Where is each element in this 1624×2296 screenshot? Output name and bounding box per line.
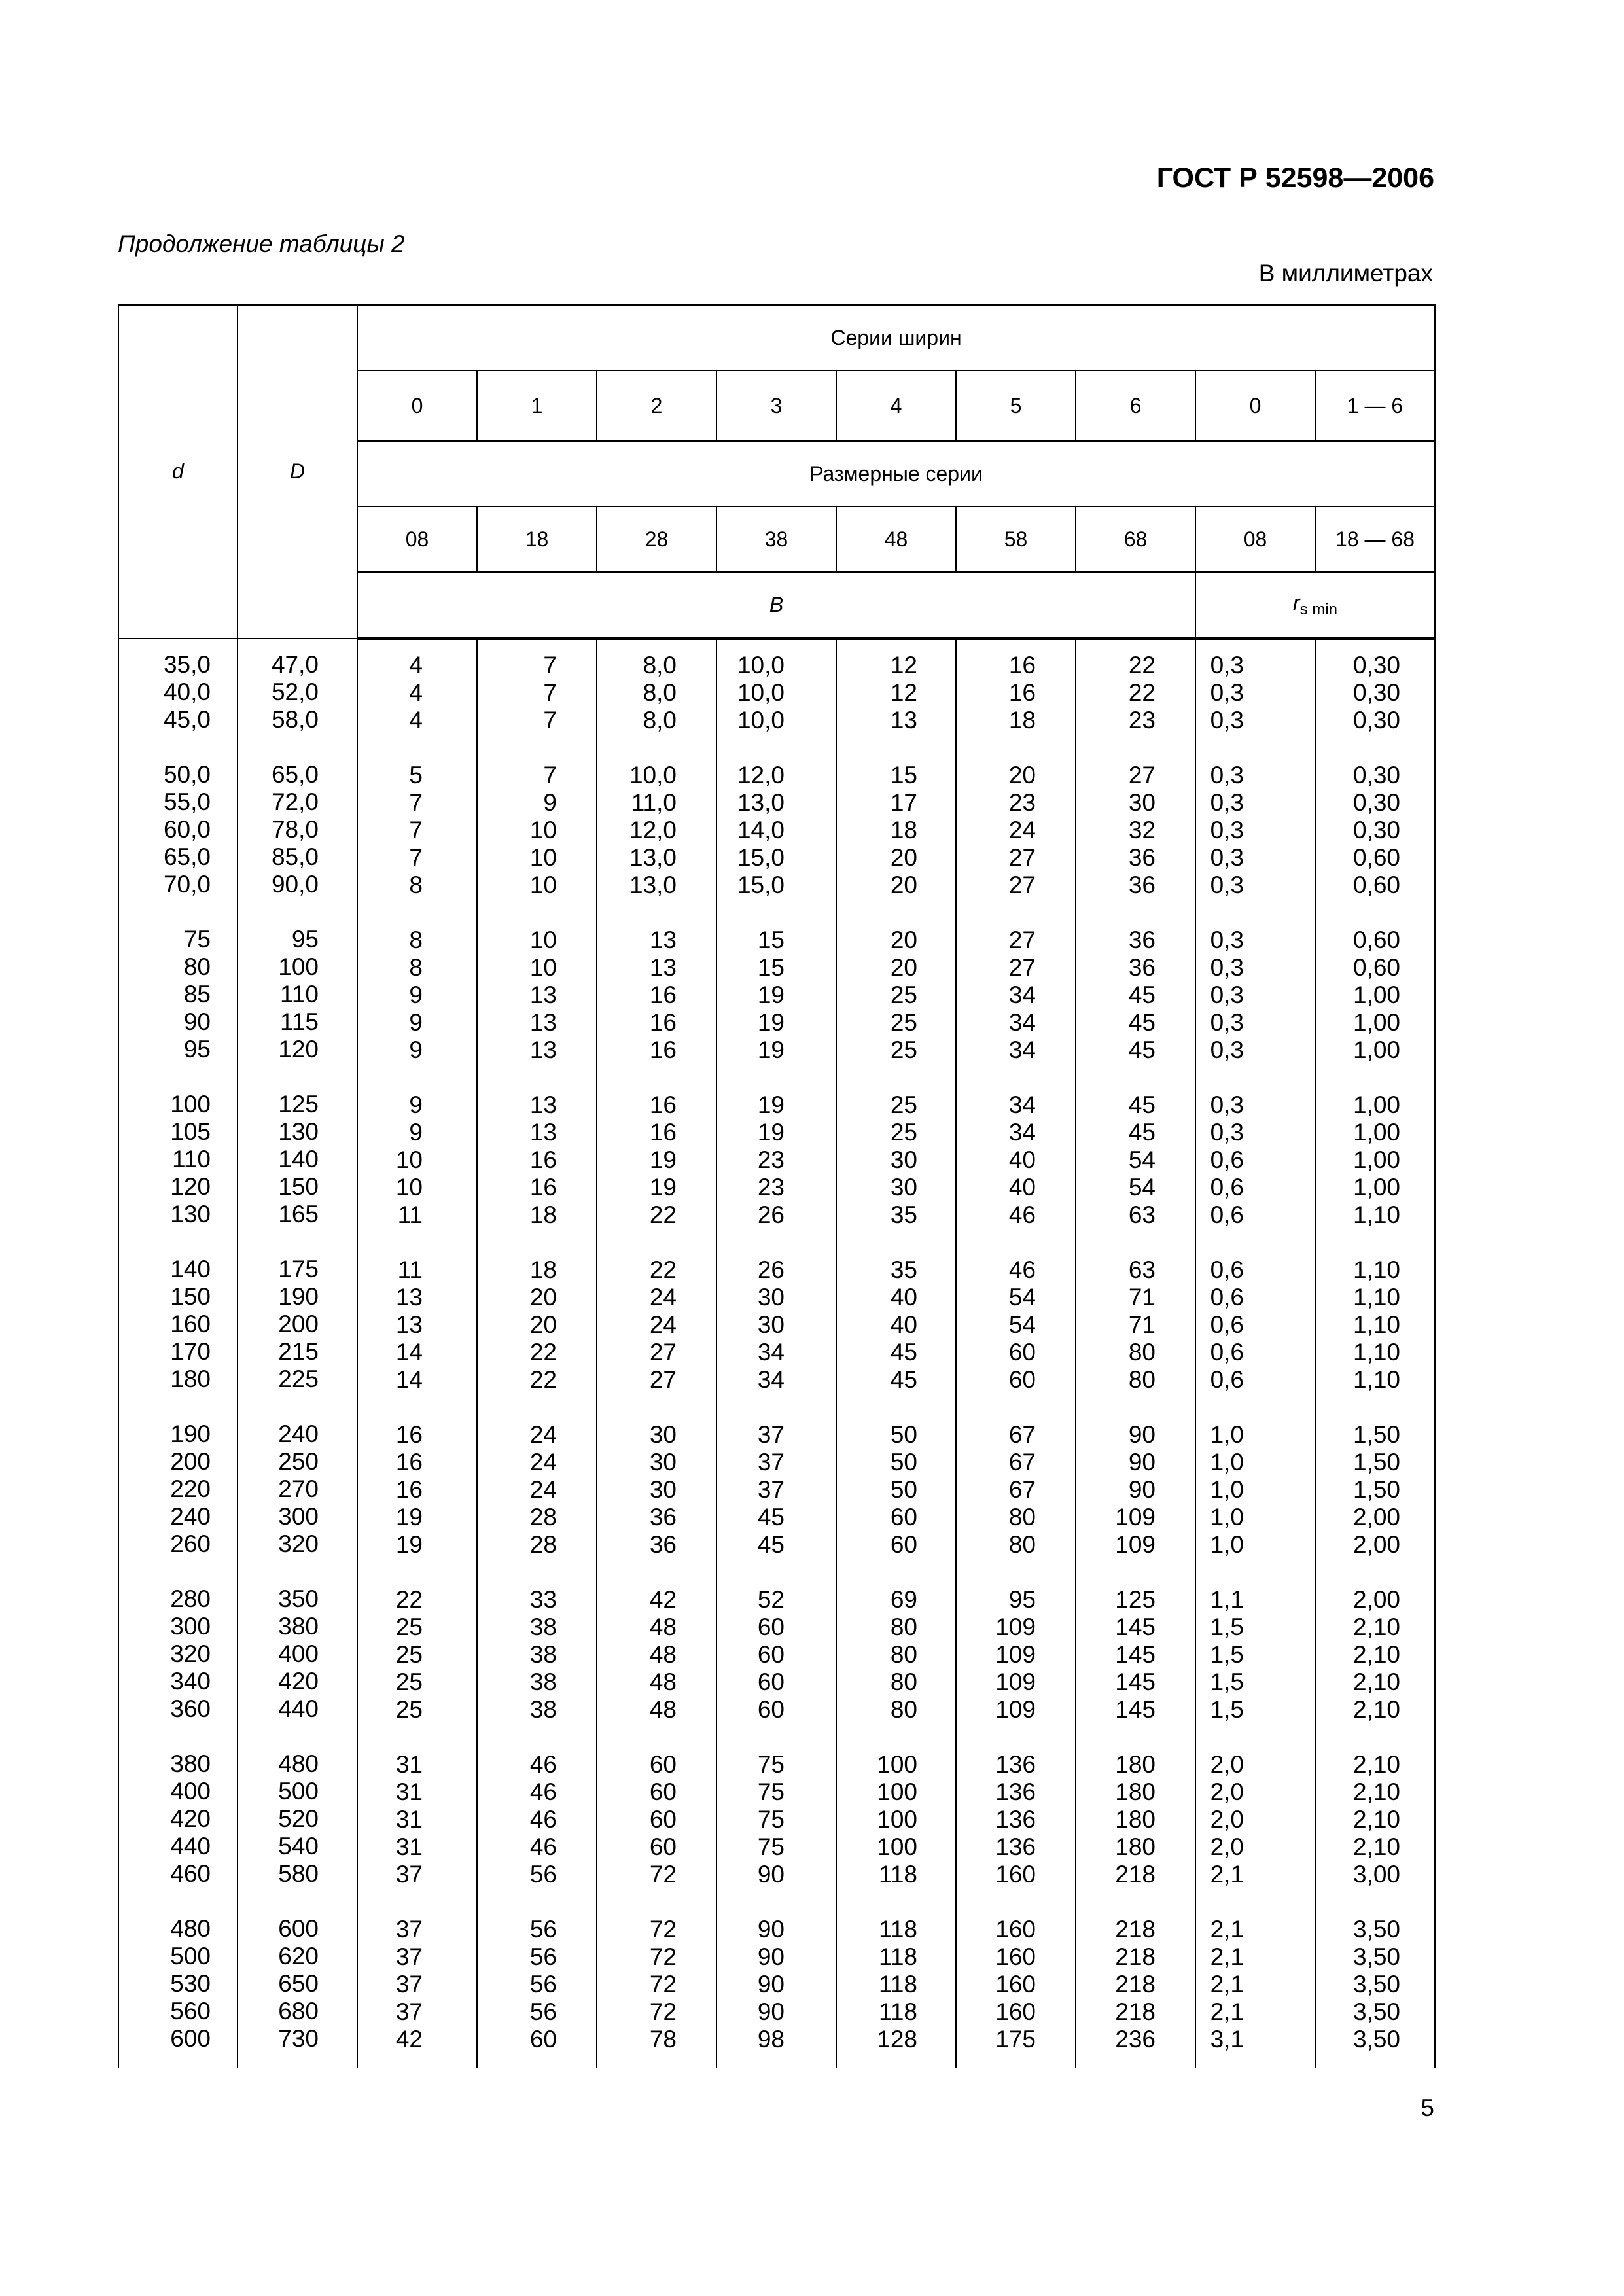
header-B: B bbox=[357, 572, 1195, 639]
column-rs-18-68-values: 0,30 0,30 0,30 0,30 0,30 0,30 0,60 0,60 0,60 0,60 1,00 1,00 1,00 1,00 1,00 1,00 1,00 1,10 1,10 1,10 1,10 1,10 1,10 1,50 1,50 1,50 2,00 2,00 2,00 2,10 2,10 2,10 2,10 2,10 2,10 2,10 2,10 3,00 3,50 3,50 3,50 3,50 3,50 bbox=[1315, 639, 1435, 2068]
dimension-series-cell: 68 bbox=[1076, 506, 1195, 572]
dimension-series-cell: 38 bbox=[716, 506, 836, 572]
width-series-cell: 4 bbox=[836, 370, 956, 441]
dimension-series-cell: 08 bbox=[1195, 506, 1315, 572]
column-B-38-values: 10,0 10,0 10,0 12,0 13,0 14,0 15,0 15,0 15 15 19 19 19 19 19 23 23 26 26 30 30 34 34 37 37 37 45 45 52 60 60 60 60 75 75 75 75 90 90 90 90 90 98 bbox=[716, 639, 836, 2068]
document-code: ГОСТ Р 52598—2006 bbox=[1156, 162, 1434, 194]
dimension-series-cell: 28 bbox=[597, 506, 716, 572]
dimension-series-cell: 58 bbox=[956, 506, 1076, 572]
header-D: D bbox=[238, 305, 357, 639]
units-note: В миллиметрах bbox=[1258, 260, 1433, 287]
column-B-58-values: 16 16 18 20 23 24 27 27 27 27 34 34 34 34 34 40 40 46 46 54 54 60 60 67 67 67 80 80 95 109 109 109 109 136 136 136 136 160 160 160 160 160 175 bbox=[956, 639, 1076, 2068]
width-series-cell: 6 bbox=[1076, 370, 1195, 441]
header-rs-min: $r_{s min}$ bbox=[1195, 572, 1435, 639]
width-series-cell: 3 bbox=[716, 370, 836, 441]
width-series-cell: 0 bbox=[1195, 370, 1315, 441]
dimension-series-cell: 48 bbox=[836, 506, 956, 572]
dimension-series-cell: 08 bbox=[357, 506, 477, 572]
column-D-values: 47,0 52,0 58,0 65,0 72,0 78,0 85,0 90,0 95 100 110 115 120 125 130 140 150 165 175 190 200 215 225 240 250 270 300 320 350 380 400 420 440 480 500 520 540 580 600 620 650 680 730 bbox=[238, 639, 357, 2068]
header-dimension-series-title: Размерные серии bbox=[357, 441, 1435, 506]
width-series-cell: 2 bbox=[597, 370, 716, 441]
width-series-cell: 5 bbox=[956, 370, 1076, 441]
column-d-values: 35,0 40,0 45,0 50,0 55,0 60,0 65,0 70,0 75 80 85 90 95 100 105 110 120 130 140 150 160 170 180 190 200 220 240 260 280 300 320 340 360 380 400 420 440 460 480 500 530 560 600 bbox=[118, 639, 238, 2068]
header-width-series-title: Серии ширин bbox=[357, 305, 1435, 370]
page-number: 5 bbox=[1421, 2094, 1434, 2121]
width-series-cell: 1 — 6 bbox=[1315, 370, 1435, 441]
bearing-dimensions-table bbox=[118, 304, 1436, 2068]
column-B-68-values: 22 22 23 27 30 32 36 36 36 36 45 45 45 45 45 54 54 63 63 71 71 80 80 90 90 90 109 109 125 145 145 145 145 180 180 180 180 218 218 218 218 218 236 bbox=[1076, 639, 1195, 2068]
column-B-28-values: 8,0 8,0 8,0 10,0 11,0 12,0 13,0 13,0 13 13 16 16 16 16 16 19 19 22 22 24 24 27 27 30 30 30 36 36 42 48 48 48 48 60 60 60 60 72 72 72 72 72 78 bbox=[597, 639, 716, 2068]
column-B-08-values: 4 4 4 5 7 7 7 8 8 8 9 9 9 9 9 10 10 11 11 13 13 14 14 16 16 16 19 19 22 25 25 25 25 31 31 31 31 37 37 37 37 37 42 bbox=[357, 639, 477, 2068]
dimension-series-cell: 18 bbox=[477, 506, 597, 572]
header-d: d bbox=[118, 305, 238, 639]
column-B-18-values: 7 7 7 7 9 10 10 10 10 10 13 13 13 13 13 16 16 18 18 20 20 22 22 24 24 24 28 28 33 38 38 38 38 46 46 46 46 56 56 56 56 56 60 bbox=[477, 639, 597, 2068]
column-rs-08-values: 0,3 0,3 0,3 0,3 0,3 0,3 0,3 0,3 0,3 0,3 0,3 0,3 0,3 0,3 0,3 0,6 0,6 0,6 0,6 0,6 0,6 0,6 0,6 1,0 1,0 1,0 1,0 1,0 1,1 1,5 1,5 1,5 1,5 2,0 2,0 2,0 2,0 2,1 2,1 2,1 2,1 2,1 3,1 bbox=[1195, 639, 1315, 2068]
table-continuation-caption: Продолжение таблицы 2 bbox=[118, 230, 405, 257]
column-B-48-values: 12 12 13 15 17 18 20 20 20 20 25 25 25 25 25 30 30 35 35 40 40 45 45 50 50 50 60 60 69 80 80 80 80 100 100 100 100 118 118 118 118 118 128 bbox=[836, 639, 956, 2068]
dimension-series-cell: 18 — 68 bbox=[1315, 506, 1435, 572]
width-series-cell: 1 bbox=[477, 370, 597, 441]
width-series-cell: 0 bbox=[357, 370, 477, 441]
